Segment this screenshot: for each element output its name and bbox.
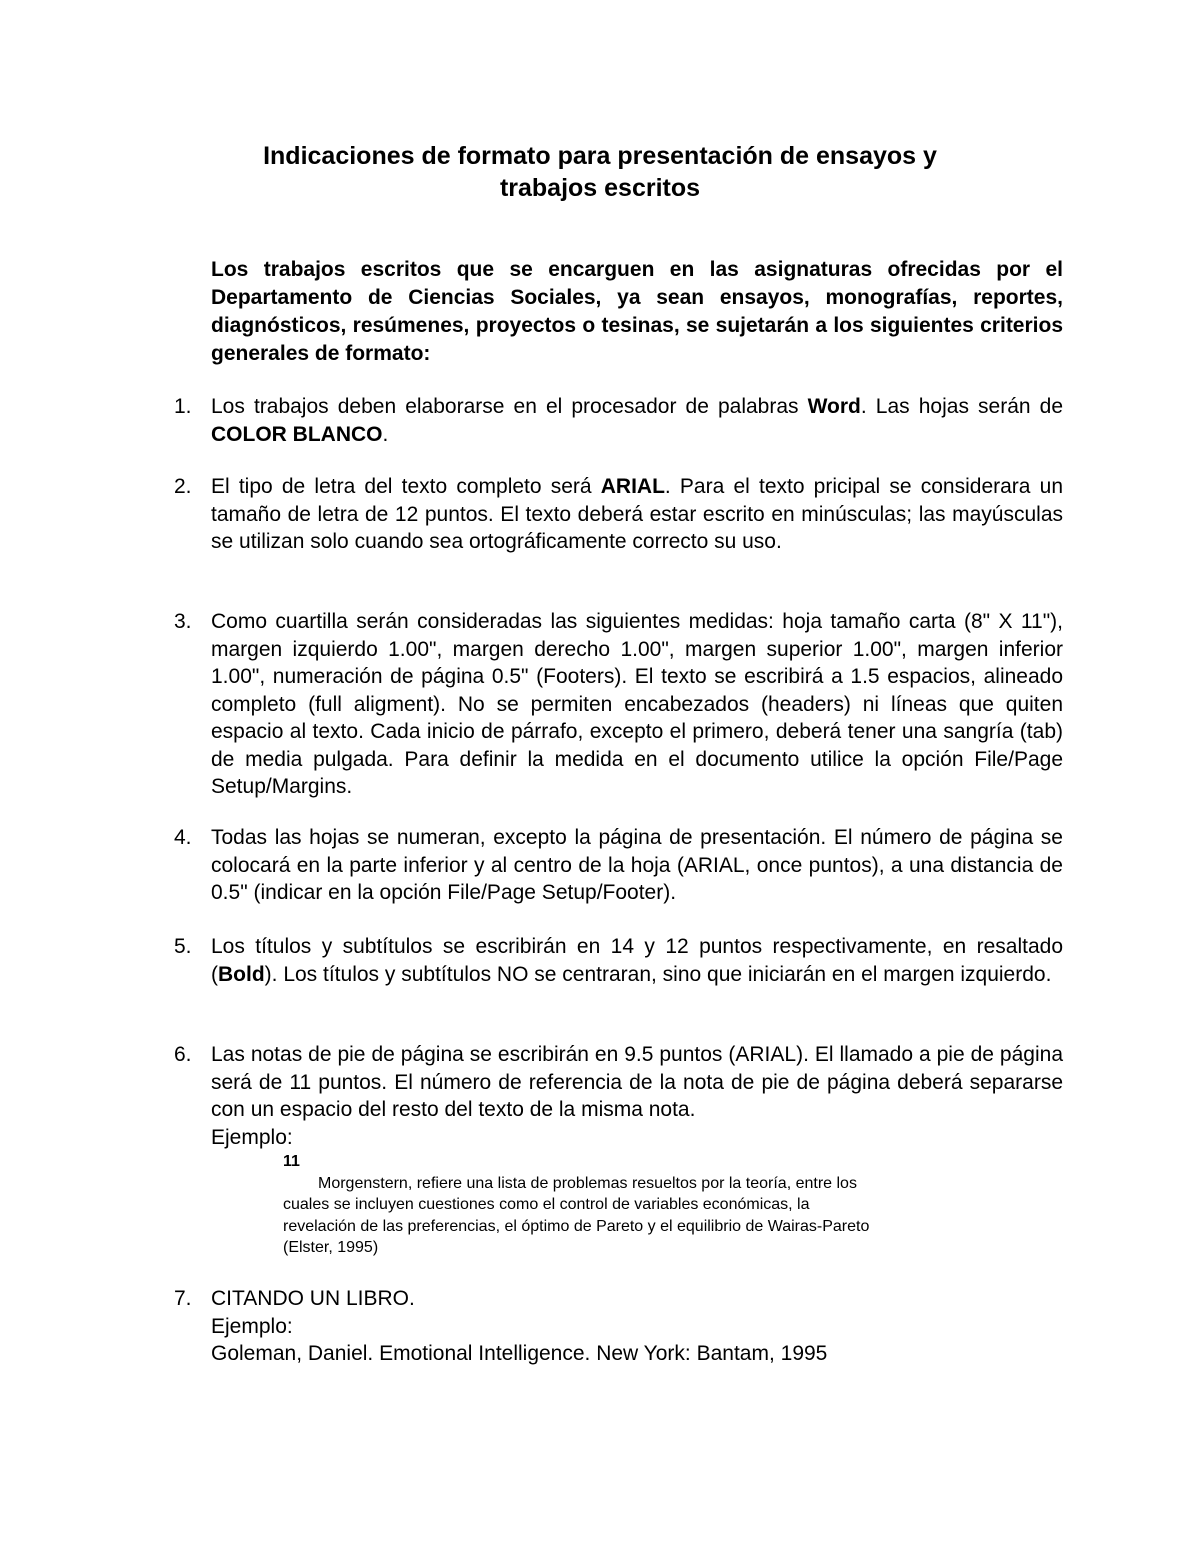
- list-item-5: [174, 933, 1063, 988]
- item-text: El tipo de letra del texto completo será ARIAL. Para el texto pricipal se considerara un tamaño de letra de 12 puntos. El texto deberá estar escrito en minúsculas; las mayúsculas se utilizan solo cuando sea ortográficamente correcto su uso.: [211, 475, 1063, 553]
- item-text: Los trabajos deben elaborarse en el procesador de palabras Word. Las hojas serán de COLOR BLANCO.: [211, 395, 1063, 446]
- item-number: 3.: [174, 610, 192, 633]
- item-text: Los títulos y subtítulos se escribirán en 14 y 12 puntos respectivamente, en resaltado (Bold). Los títulos y subtítulos NO se centraran, sino que iniciarán en el margen izquierdo.: [211, 935, 1063, 986]
- example-label: Ejemplo:: [211, 1125, 293, 1149]
- footnote-line-3: revelación de las preferencias, el óptimo de Pareto y el equilibrio de Wairas-Pareto: [283, 1217, 870, 1235]
- footnote-line-2: cuales se incluyen cuestiones como el control de variables económicas, la: [283, 1196, 810, 1213]
- list-item-1: [174, 393, 1063, 448]
- bold-arial: ARIAL: [600, 475, 665, 498]
- footnote-example: [283, 1151, 963, 1259]
- intro-paragraph: Los trabajos escritos que se encarguen en las asignaturas ofrecidas por el Departamento de Ciencias Sociales, ya sean ensayos, monografías, reportes, diagnósticos, resúmenes, proyectos o tesinas, se sujetarán a los siguientes criterios generales de formato:: [211, 258, 1063, 365]
- example-label: Ejemplo:: [211, 1314, 293, 1338]
- list-item-2: [174, 473, 1063, 556]
- title-line-2: trabajos escritos: [499, 174, 701, 202]
- item-text: CITANDO UN LIBRO.: [211, 1287, 415, 1310]
- bold-word: Word: [807, 395, 861, 418]
- title-line-1: Indicaciones de formato para presentación de ensayos y: [263, 142, 937, 170]
- footnote-line-1: Morgenstern, refiere una lista de problemas resueltos por la teoría, entre los: [318, 1174, 857, 1192]
- item-text: Como cuartilla serán consideradas las siguientes medidas: hoja tamaño carta (8" X 11"), margen izquierdo 1.00", margen derecho 1.00", margen superior 1.00", margen inferior 1.00", numeración de página 0.5" (Footers). El texto se escribirá a 1.5 espacios, alineado completo (full aligment). No se permiten encabezados (headers) ni líneas que quiten espacio al texto. Cada inicio de párrafo, excepto el primero, deberá tener una sangría (tab) de media pulgada. Para definir la medida en el documento utilice la opción File/Page Setup/Margins.: [211, 610, 1063, 798]
- list-item-6: [174, 1041, 1063, 1151]
- item-text: Todas las hojas se numeran, excepto la página de presentación. El número de página se colocará en la parte inferior y al centro de la hoja (ARIAL, once puntos), a una distancia de 0.5" (indicar en la opción File/Page Setup/Footer).: [211, 826, 1063, 904]
- item-number: 6.: [174, 1043, 192, 1066]
- bold-color-blanco: COLOR BLANCO: [211, 422, 383, 446]
- footnote-number: 11: [283, 1153, 300, 1170]
- item-number: 2.: [174, 475, 192, 498]
- item-number: 7.: [174, 1287, 192, 1310]
- footnote-line-4: (Elster, 1995): [283, 1239, 379, 1256]
- item-number: 5.: [174, 935, 192, 958]
- item-number: 4.: [174, 826, 192, 849]
- item-text: Las notas de pie de página se escribirán en 9.5 puntos (ARIAL). El llamado a pie de página será de 11 puntos. El número de referencia de la nota de pie de página deberá separarse con un espacio del resto del texto de la misma nota.: [211, 1043, 1063, 1121]
- document-title: [160, 140, 1040, 204]
- list-item-4: [174, 824, 1063, 907]
- list-item-3: [174, 608, 1063, 801]
- book-citation: Goleman, Daniel. Emotional Intelligence. New York: Bantam, 1995: [211, 1342, 828, 1365]
- item-number: 1.: [174, 395, 192, 418]
- bold-bold: Bold: [218, 962, 265, 986]
- list-item-7: [174, 1285, 1063, 1368]
